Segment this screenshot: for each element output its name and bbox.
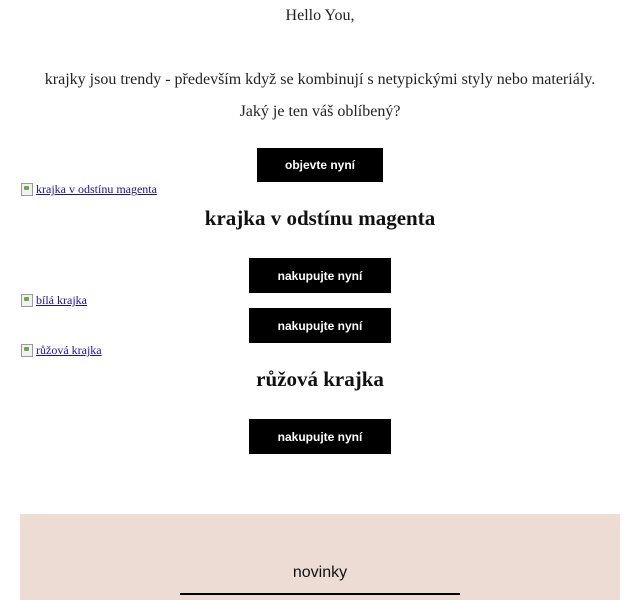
product-image-link-white-lace[interactable]: [20, 293, 87, 307]
image-alt-text: krajka v odstínu magenta: [36, 182, 157, 196]
image-alt-text: bílá krajka: [36, 293, 87, 307]
product-heading-magenta-lace: krajka v odstínu magenta: [204, 206, 436, 230]
shop-now-button-magenta-lace[interactable]: nakupujte nyní: [249, 258, 391, 293]
intro-question: Jaký je ten váš oblíbený?: [239, 103, 401, 120]
discover-now-button[interactable]: objevte nyní: [257, 148, 383, 182]
image-alt-text: růžová krajka: [36, 343, 102, 357]
intro-text: krajky jsou trendy - především když se kombinují s netypickými styly nebo materiály.: [44, 71, 596, 88]
greeting: Hello You,: [285, 7, 355, 24]
shop-now-button-pink-lace[interactable]: nakupujte nyní: [249, 419, 391, 454]
product-image-link-magenta-lace[interactable]: [20, 182, 157, 196]
broken-image-icon: [20, 293, 34, 307]
footer-band: [20, 514, 620, 600]
broken-image-icon: [20, 343, 34, 357]
footer-nav-news-link[interactable]: novinky: [292, 564, 348, 581]
shop-now-button-white-lace[interactable]: nakupujte nyní: [249, 308, 391, 343]
footer-underline: [180, 593, 460, 595]
broken-image-icon: [20, 182, 34, 196]
product-image-link-pink-lace[interactable]: [20, 343, 102, 357]
product-heading-pink-lace: růžová krajka: [256, 367, 384, 391]
